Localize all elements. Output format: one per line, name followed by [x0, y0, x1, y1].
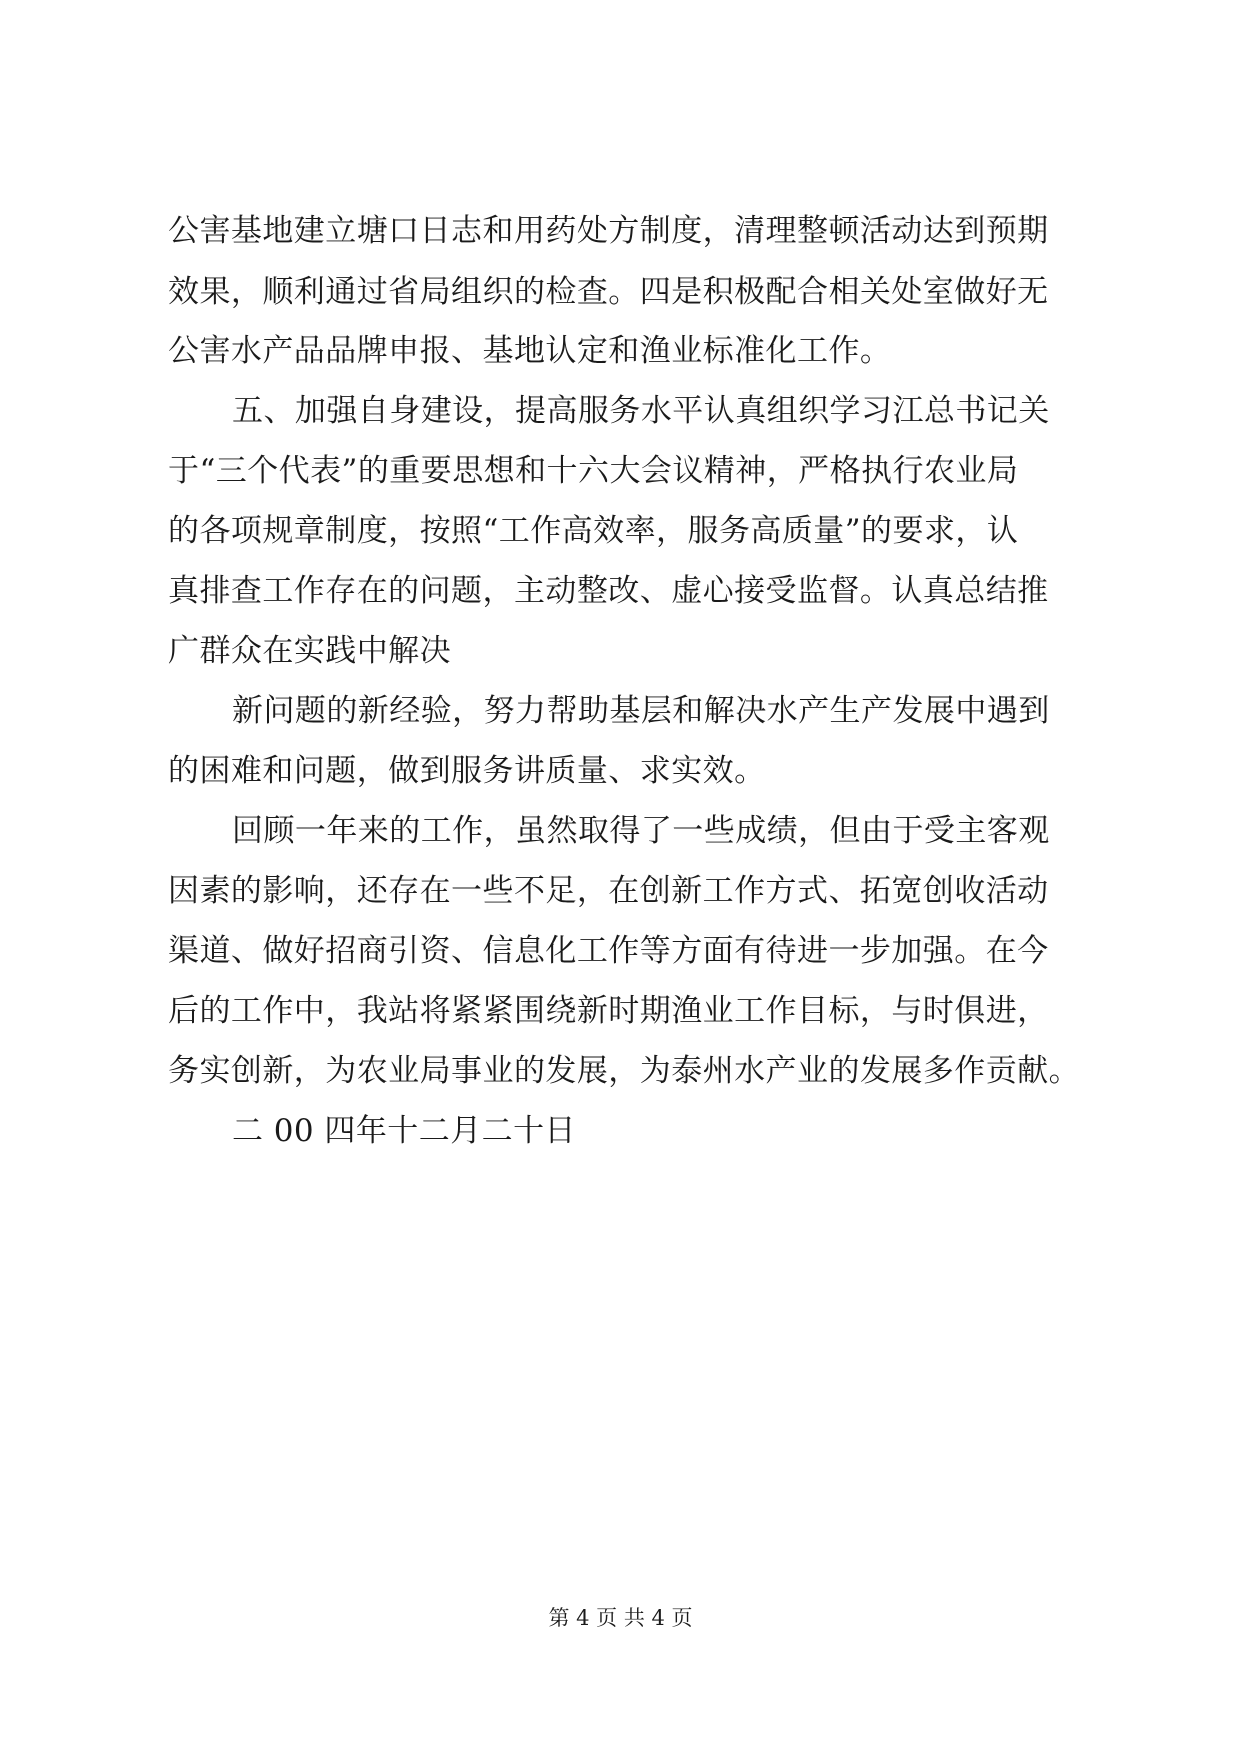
document-date: 二 00 四年十二月二十日: [232, 1113, 577, 1149]
body-text-line: 的困难和问题，做到服务讲质量、求实效。: [168, 753, 766, 789]
body-text-line: 真排查工作存在的问题，主动整改、虚心接受监督。认真总结推: [168, 573, 1049, 609]
body-text-line: 的各项规章制度，按照“工作高效率，服务高质量”的要求，认: [168, 513, 1019, 549]
body-text-line: 效果，顺利通过省局组织的检查。四是积极配合相关处室做好无: [168, 274, 1049, 310]
body-text-line: 于“三个代表”的重要思想和十六大会议精神，严格执行农业局: [168, 453, 1019, 489]
body-text-line: 因素的影响，还存在一些不足，在创新工作方式、拓宽创收活动: [168, 873, 1049, 909]
body-text-line: 回顾一年来的工作，虽然取得了一些成绩，但由于受主客观: [232, 813, 1050, 849]
body-text-line: 公害基地建立塘口日志和用药处方制度，清理整顿活动达到预期: [168, 213, 1049, 249]
body-text-line: 五、加强自身建设，提高服务水平认真组织学习江总书记关: [232, 393, 1050, 429]
page-number-footer: 第 4 页 共 4 页: [548, 1606, 693, 1630]
body-text-line: 务实创新，为农业局事业的发展，为泰州水产业的发展多作贡献。: [168, 1053, 1081, 1089]
body-text-line: 广群众在实践中解决: [168, 633, 452, 669]
body-text-line: 公害水产品品牌申报、基地认定和渔业标准化工作。: [168, 333, 892, 369]
body-text-line: 新问题的新经验，努力帮助基层和解决水产生产发展中遇到: [232, 693, 1050, 729]
body-text-line: 渠道、做好招商引资、信息化工作等方面有待进一步加强。在今: [168, 933, 1049, 969]
body-text-line: 后的工作中，我站将紧紧围绕新时期渔业工作目标，与时俱进，: [168, 993, 1049, 1029]
